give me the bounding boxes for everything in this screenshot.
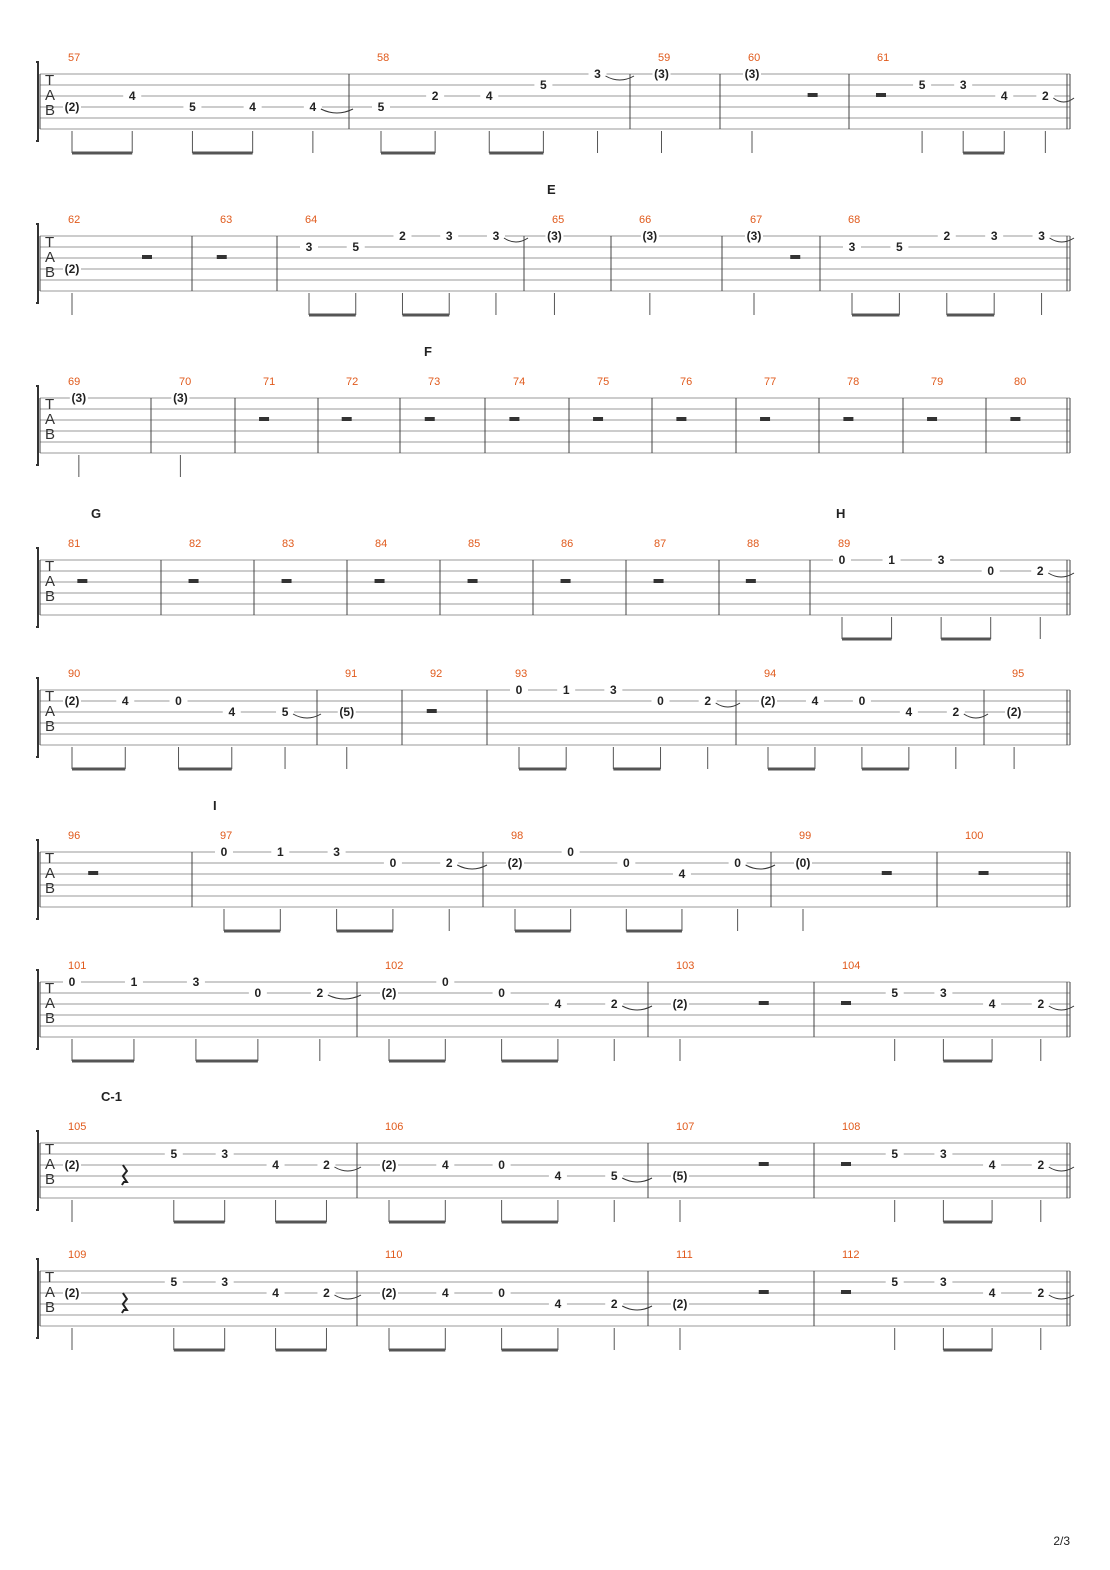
fret-number: 0: [254, 986, 262, 1000]
tie-arc: [1053, 98, 1074, 102]
fret-number: (2): [760, 694, 776, 708]
tie-arc: [328, 995, 361, 999]
whole-rest: [876, 93, 886, 97]
fret-number: (2): [672, 997, 688, 1011]
fret-number: 5: [170, 1147, 178, 1161]
fret-number: (2): [381, 1158, 397, 1172]
tab-clef-letter: A: [45, 411, 56, 428]
measure-number: 92: [430, 668, 443, 680]
fret-number: 5: [377, 100, 385, 114]
whole-rest: [88, 871, 98, 875]
measure-number: 64: [305, 214, 318, 226]
fret-number: 1: [130, 975, 138, 989]
fret-number: 3: [221, 1147, 229, 1161]
fret-number: (3): [654, 67, 669, 81]
fret-number: 4: [1000, 89, 1008, 103]
section-marker: H: [836, 506, 846, 521]
fret-number: (2): [64, 1158, 80, 1172]
tab-clef-letter: A: [45, 1284, 56, 1301]
measure-number: 73: [428, 376, 441, 388]
fret-number: 2: [952, 705, 960, 719]
measure-number: 95: [1012, 668, 1025, 680]
whole-rest: [759, 1290, 769, 1294]
fret-number: 3: [940, 986, 947, 1000]
tie-arc: [321, 109, 353, 113]
tab-clef-letter: A: [45, 1156, 56, 1173]
measure-number: 75: [597, 376, 610, 388]
fret-number: 2: [1036, 564, 1044, 578]
fret-number: (2): [381, 1286, 397, 1300]
fret-number: 4: [905, 705, 913, 719]
fret-number: (2): [64, 262, 80, 276]
measure-number: 80: [1014, 376, 1027, 388]
tab-clef-letter: T: [45, 688, 55, 705]
measure-number: 98: [511, 830, 524, 842]
tab-clef-letter: B: [45, 718, 56, 735]
fret-number: 3: [221, 1275, 229, 1289]
section-marker: F: [424, 344, 432, 359]
fret-number: 2: [610, 1297, 618, 1311]
whole-rest: [282, 579, 292, 583]
measure-number: 74: [513, 376, 526, 388]
fret-number: 5: [281, 705, 289, 719]
fret-number: 0: [441, 975, 449, 989]
fret-number: 2: [323, 1286, 330, 1300]
whole-rest: [676, 417, 686, 421]
fret-number: 4: [554, 1297, 562, 1311]
fret-number: 2: [1037, 1158, 1045, 1172]
measure-number: 108: [842, 1121, 861, 1133]
measure-number: 100: [965, 830, 984, 842]
fret-number: 5: [540, 78, 547, 92]
whole-rest: [808, 93, 818, 97]
whole-rest: [561, 579, 571, 583]
fret-number: 5: [918, 78, 926, 92]
fret-number: (5): [339, 705, 355, 719]
fret-number: 0: [515, 683, 523, 697]
measure-number: 94: [764, 668, 777, 680]
fret-number: 3: [940, 1147, 947, 1161]
measure-number: 103: [676, 960, 695, 972]
system-bracket: [36, 840, 38, 919]
system-bracket: [36, 678, 38, 757]
measure-number: 83: [282, 538, 295, 550]
tab-clef-letter: A: [45, 865, 56, 882]
measure-number: 67: [750, 214, 763, 226]
measure-number: 112: [842, 1249, 860, 1261]
tab-clef-letter: T: [45, 396, 55, 413]
tab-clef-letter: T: [45, 234, 55, 251]
fret-number: 5: [610, 1169, 618, 1183]
whole-rest: [979, 871, 989, 875]
fret-number: 2: [1037, 997, 1045, 1011]
system-bracket: [36, 62, 38, 141]
measure-number: 105: [68, 1121, 87, 1133]
whole-rest: [759, 1001, 769, 1005]
whole-rest: [759, 1162, 769, 1166]
measure-number: 84: [375, 538, 388, 550]
measure-number: 60: [748, 52, 761, 64]
whole-rest: [217, 255, 227, 259]
measure-number: 58: [377, 52, 390, 64]
whole-rest: [841, 1162, 851, 1166]
system-bracket: [36, 970, 38, 1049]
tab-clef-letter: B: [45, 1299, 56, 1316]
fret-number: 0: [175, 694, 182, 708]
measure-number: 104: [842, 960, 861, 972]
section-marker: C-1: [101, 1089, 122, 1104]
measure-number: 61: [877, 52, 890, 64]
whole-rest: [77, 579, 87, 583]
fret-number: 2: [431, 89, 439, 103]
fret-number: 5: [891, 1275, 899, 1289]
fret-number: 0: [498, 1158, 505, 1172]
whole-rest: [843, 417, 853, 421]
tab-clef-letter: T: [45, 72, 55, 89]
whole-rest: [654, 579, 664, 583]
whole-rest: [927, 417, 937, 421]
fret-number: (3): [547, 229, 562, 243]
fret-number: 4: [988, 1158, 996, 1172]
fret-number: 3: [192, 975, 200, 989]
measure-number: 77: [764, 376, 777, 388]
measure-number: 109: [68, 1249, 87, 1261]
fret-number: (3): [746, 229, 762, 243]
fret-number: 3: [990, 229, 998, 243]
fret-number: 2: [323, 1158, 330, 1172]
tab-clef-letter: T: [45, 980, 55, 997]
whole-rest: [882, 871, 892, 875]
fret-number: 3: [848, 240, 856, 254]
measure-number: 62: [68, 214, 81, 226]
tab-clef-letter: T: [45, 1141, 55, 1158]
fret-number: (5): [672, 1169, 688, 1183]
measure-number: 70: [179, 376, 192, 388]
fret-number: 5: [352, 240, 360, 254]
fret-number: (2): [1006, 705, 1022, 719]
fret-number: 3: [959, 78, 967, 92]
measure-number: 88: [747, 538, 760, 550]
measure-number: 101: [68, 960, 87, 972]
tab-clef-letter: T: [45, 850, 55, 867]
fret-number: 4: [128, 89, 136, 103]
fret-number: 0: [734, 856, 741, 870]
fret-number: 3: [1038, 229, 1045, 243]
fret-number: 5: [170, 1275, 178, 1289]
fret-number: 0: [622, 856, 630, 870]
fret-number: (2): [381, 986, 397, 1000]
fret-number: (2): [64, 1286, 80, 1300]
measure-number: 78: [847, 376, 860, 388]
measure-number: 66: [639, 214, 652, 226]
tab-clef-letter: A: [45, 995, 56, 1012]
fret-number: 0: [498, 1286, 505, 1300]
fret-number: (2): [672, 1297, 688, 1311]
measure-number: 111: [676, 1249, 693, 1261]
fret-number: 3: [610, 683, 617, 697]
fret-number: 4: [228, 705, 236, 719]
system-bracket: [36, 386, 38, 465]
whole-rest: [1010, 417, 1020, 421]
measure-number: 63: [220, 214, 233, 226]
measure-number: 86: [561, 538, 574, 550]
fret-number: 2: [1037, 1286, 1045, 1300]
measure-number: 76: [680, 376, 693, 388]
fret-number: 0: [657, 694, 664, 708]
fret-number: 1: [562, 683, 570, 697]
measure-number: 68: [848, 214, 861, 226]
tab-clef-letter: B: [45, 102, 56, 119]
system-bracket: [36, 224, 38, 303]
fret-number: 5: [896, 240, 903, 254]
whole-rest: [841, 1001, 851, 1005]
fret-number: 4: [309, 100, 317, 114]
fret-number: 4: [249, 100, 256, 114]
system-bracket: [36, 548, 38, 627]
tab-clef-letter: B: [45, 588, 56, 605]
whole-rest: [509, 417, 519, 421]
fret-number: (3): [642, 229, 658, 243]
whole-rest: [425, 417, 435, 421]
whole-rest: [189, 579, 199, 583]
tab-clef-letter: B: [45, 1010, 56, 1027]
fret-number: (2): [507, 856, 523, 870]
fret-number: 3: [940, 1275, 947, 1289]
measure-number: 72: [346, 376, 359, 388]
fret-number: (2): [64, 100, 80, 114]
measure-number: 87: [654, 538, 667, 550]
tab-clef-letter: B: [45, 1171, 56, 1188]
fret-number: 4: [272, 1158, 279, 1172]
fret-number: 0: [838, 553, 846, 567]
fret-number: 2: [943, 229, 951, 243]
measure-number: 90: [68, 668, 81, 680]
fret-number: 0: [567, 845, 574, 859]
fret-number: (3): [744, 67, 760, 81]
measure-number: 81: [68, 538, 81, 550]
measure-number: 57: [68, 52, 81, 64]
section-marker: E: [547, 182, 556, 197]
section-marker: G: [91, 506, 102, 521]
fret-number: 4: [554, 997, 562, 1011]
fret-number: 3: [937, 553, 945, 567]
tab-clef-letter: B: [45, 880, 56, 897]
fret-number: 4: [554, 1169, 562, 1183]
fret-number: 5: [891, 986, 899, 1000]
fret-number: 1: [276, 845, 284, 859]
fret-number: 3: [594, 67, 601, 81]
whole-rest: [790, 255, 800, 259]
measure-number: 79: [931, 376, 944, 388]
fret-number: 2: [399, 229, 406, 243]
fret-number: 0: [389, 856, 397, 870]
measure-number: 93: [515, 668, 528, 680]
whole-rest: [375, 579, 385, 583]
fret-number: 0: [498, 986, 505, 1000]
tab-clef-letter: B: [45, 426, 56, 443]
whole-rest: [427, 709, 437, 713]
measure-number: 97: [220, 830, 233, 842]
measure-number: 106: [385, 1121, 404, 1133]
fret-number: 0: [68, 975, 76, 989]
system-bracket: [36, 1259, 38, 1338]
measure-number: 82: [189, 538, 202, 550]
fret-number: (3): [71, 391, 87, 405]
fret-number: 4: [678, 867, 686, 881]
quarter-rest: [122, 1165, 127, 1185]
whole-rest: [841, 1290, 851, 1294]
measure-number: 96: [68, 830, 81, 842]
fret-number: 3: [305, 240, 313, 254]
tab-clef-letter: B: [45, 264, 56, 281]
tab-clef-letter: T: [45, 558, 55, 575]
fret-number: 0: [858, 694, 866, 708]
measure-number: 85: [468, 538, 481, 550]
measure-number: 91: [345, 668, 358, 680]
fret-number: (2): [64, 694, 80, 708]
fret-number: 4: [441, 1158, 449, 1172]
fret-number: 5: [189, 100, 196, 114]
quarter-rest: [122, 1293, 127, 1313]
measure-number: 69: [68, 376, 81, 388]
fret-number: 0: [220, 845, 228, 859]
fret-number: 4: [485, 89, 493, 103]
fret-number: 3: [492, 229, 500, 243]
tab-clef-letter: A: [45, 703, 56, 720]
section-marker: I: [213, 798, 217, 813]
measure-number: 102: [385, 960, 404, 972]
measure-number: 59: [658, 52, 671, 64]
fret-number: 4: [811, 694, 819, 708]
whole-rest: [142, 255, 152, 259]
fret-number: (0): [795, 856, 811, 870]
fret-number: (3): [173, 391, 188, 405]
fret-number: 2: [445, 856, 453, 870]
fret-number: 0: [987, 564, 995, 578]
page-number: 2/3: [1053, 1534, 1070, 1548]
measure-number: 110: [385, 1249, 403, 1261]
whole-rest: [760, 417, 770, 421]
fret-number: 4: [988, 997, 996, 1011]
fret-number: 2: [704, 694, 712, 708]
fret-number: 2: [316, 986, 324, 1000]
tab-clef-letter: A: [45, 249, 56, 266]
system-bracket: [36, 1131, 38, 1210]
tab-clef-letter: T: [45, 1269, 55, 1286]
measure-number: 71: [263, 376, 276, 388]
fret-number: 4: [121, 694, 129, 708]
measure-number: 107: [676, 1121, 695, 1133]
whole-rest: [259, 417, 269, 421]
fret-number: 2: [610, 997, 618, 1011]
fret-number: 1: [888, 553, 895, 567]
fret-number: 3: [333, 845, 340, 859]
whole-rest: [746, 579, 756, 583]
fret-number: 4: [988, 1286, 996, 1300]
whole-rest: [593, 417, 603, 421]
fret-number: 2: [1042, 89, 1049, 103]
whole-rest: [468, 579, 478, 583]
fret-number: 3: [445, 229, 453, 243]
measure-number: 89: [838, 538, 851, 550]
tab-clef-letter: A: [45, 573, 56, 590]
fret-number: 5: [891, 1147, 899, 1161]
measure-number: 65: [552, 214, 565, 226]
whole-rest: [342, 417, 352, 421]
fret-number: 4: [441, 1286, 449, 1300]
tab-clef-letter: A: [45, 87, 56, 104]
measure-number: 99: [799, 830, 812, 842]
fret-number: 4: [272, 1286, 279, 1300]
